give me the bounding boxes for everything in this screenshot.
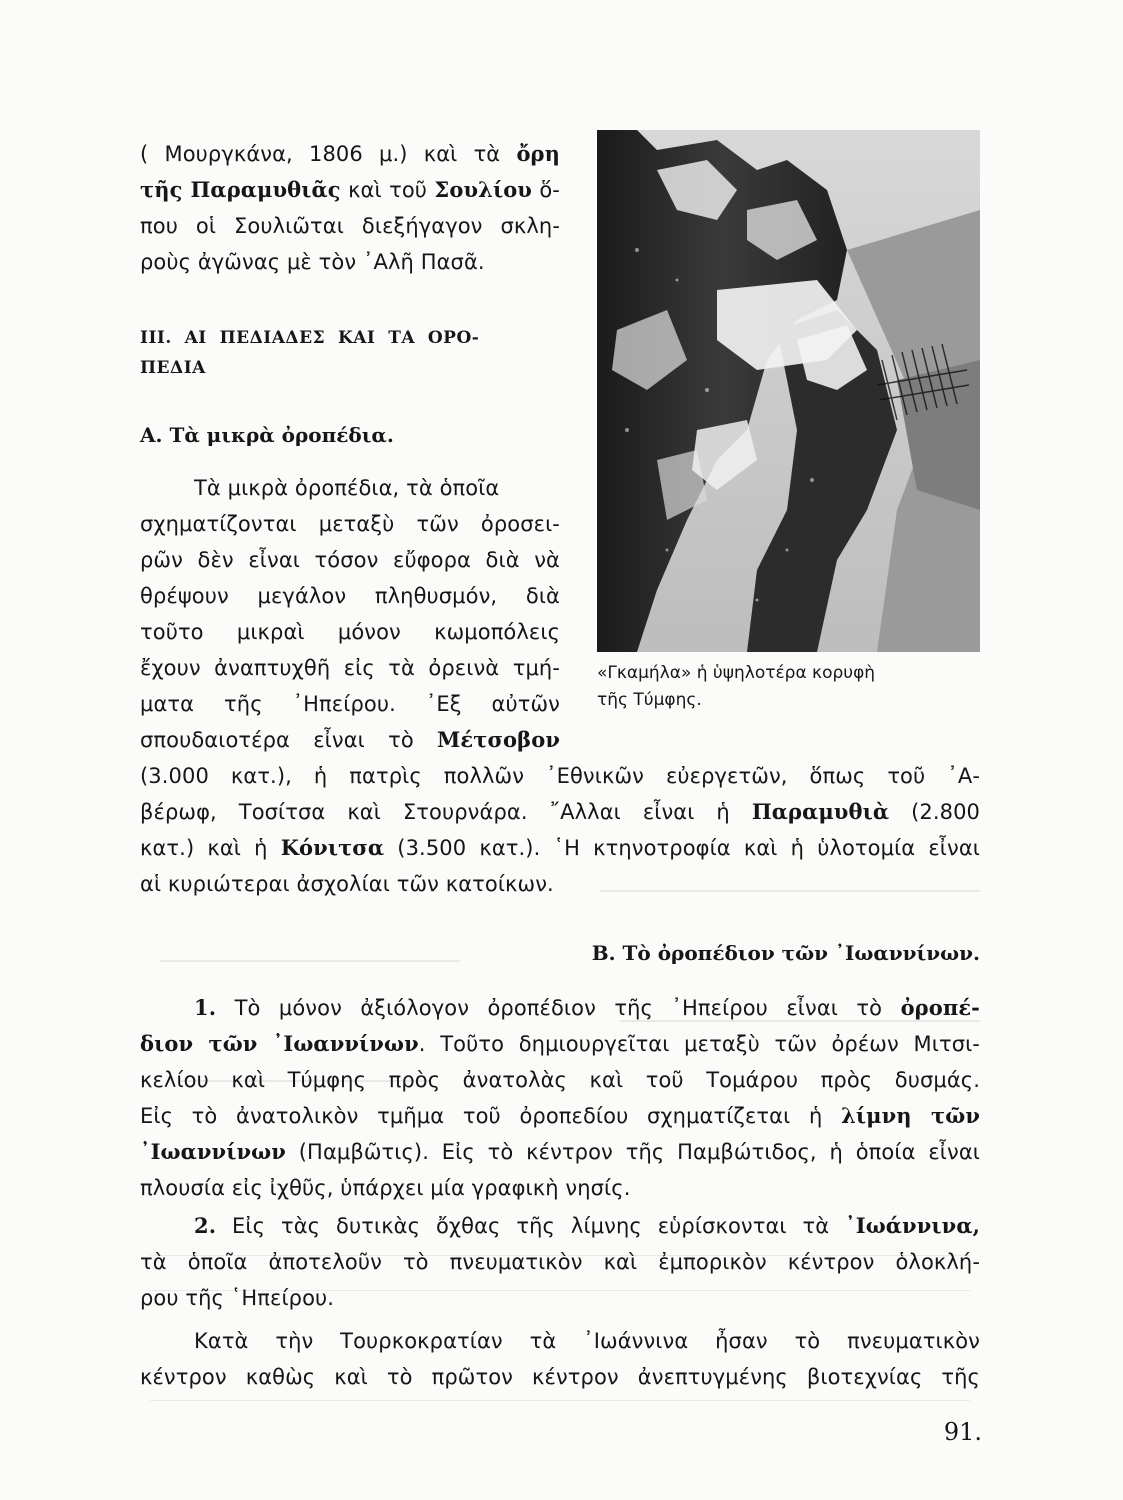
- text-line: ροὺς ἀγῶνας μὲ τὸν ᾿Αλῆ Πασᾶ.: [140, 250, 485, 274]
- text-line: κέντρον καθὼς καὶ τὸ πρῶτον κέντρον ἀνεπτυγμένης βιοτεχνίας τῆς: [140, 1365, 980, 1389]
- text-run: καὶ τοῦ: [340, 178, 435, 202]
- caption-line: τῆς Τύμφης.: [597, 690, 702, 710]
- text-run: βέρωφ, Τοσίτσα καὶ Στουρνάρα. ῎Αλλαι εἶναι ἡ: [140, 800, 752, 824]
- text-run: ( Μουργκάνα, 1806 μ.) καὶ τὰ: [140, 142, 517, 166]
- text-run: (Παμβῶτις). Εἰς τὸ κέντρον τῆς Παμβώτιδος, ἡ ὁποία εἶναι: [285, 1140, 980, 1164]
- text-line: [140, 1208, 980, 1244]
- text-line: [140, 172, 560, 208]
- text-line: [140, 1026, 980, 1062]
- bold-term: Παραμυθιὰ: [751, 799, 890, 824]
- bold-term: Σουλίου: [434, 177, 532, 202]
- bold-term: ᾿Ιωάννινα,: [845, 1213, 980, 1238]
- text-run: Εἰς τὰς δυτικὰς ὄχθας τῆς λίμνης εὑρίσκονται τὰ: [216, 1214, 846, 1238]
- subheading-ioannina-plateau: [140, 936, 980, 970]
- text-line: σχηματίζονται μεταξὺ τῶν ὀροσει-: [140, 512, 560, 536]
- paragraph-small-plateaus-cont: [140, 758, 980, 902]
- text-run: Τὰ μικρὰ ὀροπέδια, τὰ ὁποῖα: [194, 476, 500, 500]
- text-run: . Τοῦτο δημιουργεῖται μεταξὺ τῶν ὀρέων Μιτσι-: [418, 1032, 980, 1056]
- bold-term: Κόνιτσα: [280, 835, 385, 860]
- bold-term: Μέτσοβον: [437, 727, 560, 752]
- bold-term: ὄρη: [516, 141, 560, 166]
- text-line: [140, 990, 980, 1026]
- text-line: ματα τῆς ᾿Ηπείρου. ᾿Εξ αὐτῶν: [140, 692, 560, 716]
- photo-caption: [597, 660, 980, 714]
- text-run: κατ.) καὶ ἡ: [140, 836, 281, 860]
- text-line: [140, 470, 560, 506]
- photo-gkamila-peak: [597, 130, 980, 652]
- text-line: (3.000 κατ.), ἡ πατρὶς πολλῶν ᾿Εθνικῶν εὐεργετῶν, ὅπως τοῦ ᾿Α-: [140, 764, 980, 788]
- bold-term: διον τῶν ᾿Ιωαννίνων: [140, 1031, 419, 1056]
- section-heading-line: III. ΑΙ ΠΕΔΙΑΔΕΣ ΚΑΙ ΤΑ ΟΡΟ-: [140, 328, 480, 348]
- mountain-photo-image: [597, 130, 980, 652]
- section-heading: [140, 323, 560, 383]
- text-run: Εἰς τὸ ἀνατολικὸν τμῆμα τοῦ ὀροπεδίου σχηματίζεται ἡ: [140, 1104, 842, 1128]
- page-number: 91.: [943, 1418, 982, 1446]
- paragraph-b2: [140, 1208, 980, 1316]
- paragraph-b3: [140, 1323, 980, 1395]
- paragraph-b1: [140, 990, 980, 1206]
- text-run: (3.500 κατ.). ῾Η κτηνοτροφία καὶ ἡ ὑλοτομία εἶναι: [384, 836, 980, 860]
- section-heading-line: ΠΕΔΙΑ: [140, 358, 206, 378]
- text-line: [140, 1134, 980, 1170]
- item-number: 1.: [194, 995, 217, 1020]
- text-line: ρῶν δὲν εἶναι τόσον εὔφορα διὰ νὰ: [140, 548, 560, 572]
- text-run: Τὸ μόνον ἀξιόλογον ὀροπέδιον τῆς ᾿Ηπείρου εἶναι τὸ: [216, 996, 901, 1020]
- subheading-text: Β. Τὸ ὀροπέδιον τῶν ᾿Ιωαννίνων.: [591, 941, 980, 965]
- text-line: ἔχουν ἀναπτυχθῆ εἰς τὰ ὀρεινὰ τμή-: [140, 656, 560, 680]
- text-line: που οἱ Σουλιῶται διεξήγαγον σκλη-: [140, 214, 560, 238]
- bold-term: ᾿Ιωαννίνων: [140, 1139, 286, 1164]
- text-line: [140, 1323, 980, 1359]
- text-line: τὰ ὁποῖα ἀποτελοῦν τὸ πνευματικὸν καὶ ἐμπορικὸν κέντρον ὁλοκλή-: [140, 1250, 980, 1274]
- subheading-small-plateaus: [140, 418, 560, 452]
- text-line: ρου τῆς ῾Ηπείρου.: [140, 1286, 335, 1310]
- bold-term: τῆς Παραμυθιᾶς: [140, 177, 341, 202]
- text-line: τοῦτο μικραὶ μόνον κωμοπόλεις: [140, 620, 560, 644]
- text-line: [140, 136, 560, 172]
- paragraph-small-plateaus: [140, 470, 560, 758]
- text-line: [140, 794, 980, 830]
- text-line: [140, 830, 980, 866]
- text-line: θρέψουν μεγάλον πληθυσμόν, διὰ: [140, 584, 560, 608]
- text-line: κελίου καὶ Τύμφης πρὸς ἀνατολὰς καὶ τοῦ Τομάρου πρὸς δυσμάς.: [140, 1068, 980, 1092]
- text-line: [140, 722, 560, 758]
- caption-line: «Γκαμήλα» ἡ ὑψηλοτέρα κορυφὴ: [597, 663, 876, 683]
- text-run: ὅ-: [531, 178, 560, 202]
- item-number: 2.: [194, 1213, 217, 1238]
- text-line: αἱ κυριώτεραι ἀσχολίαι τῶν κατοίκων.: [140, 872, 554, 896]
- text-line: πλουσία εἰς ἰχθῦς, ὑπάρχει μία γραφικὴ νησίς.: [140, 1176, 631, 1200]
- bold-term: λίμνη τῶν: [841, 1103, 980, 1128]
- subheading-text: Α. Τὰ μικρὰ ὀροπέδια.: [140, 423, 394, 447]
- text-run: (2.800: [889, 800, 980, 824]
- text-line: [140, 1098, 980, 1134]
- text-run: σπουδαιοτέρα εἶναι τὸ: [140, 728, 438, 752]
- bold-term: ὀροπέ-: [900, 995, 980, 1020]
- text-run: Κατὰ τὴν Τουρκοκρατίαν τὰ ᾿Ιωάννινα ἦσαν τὸ πνευματικὸν: [194, 1329, 980, 1353]
- intro-paragraph: [140, 136, 560, 280]
